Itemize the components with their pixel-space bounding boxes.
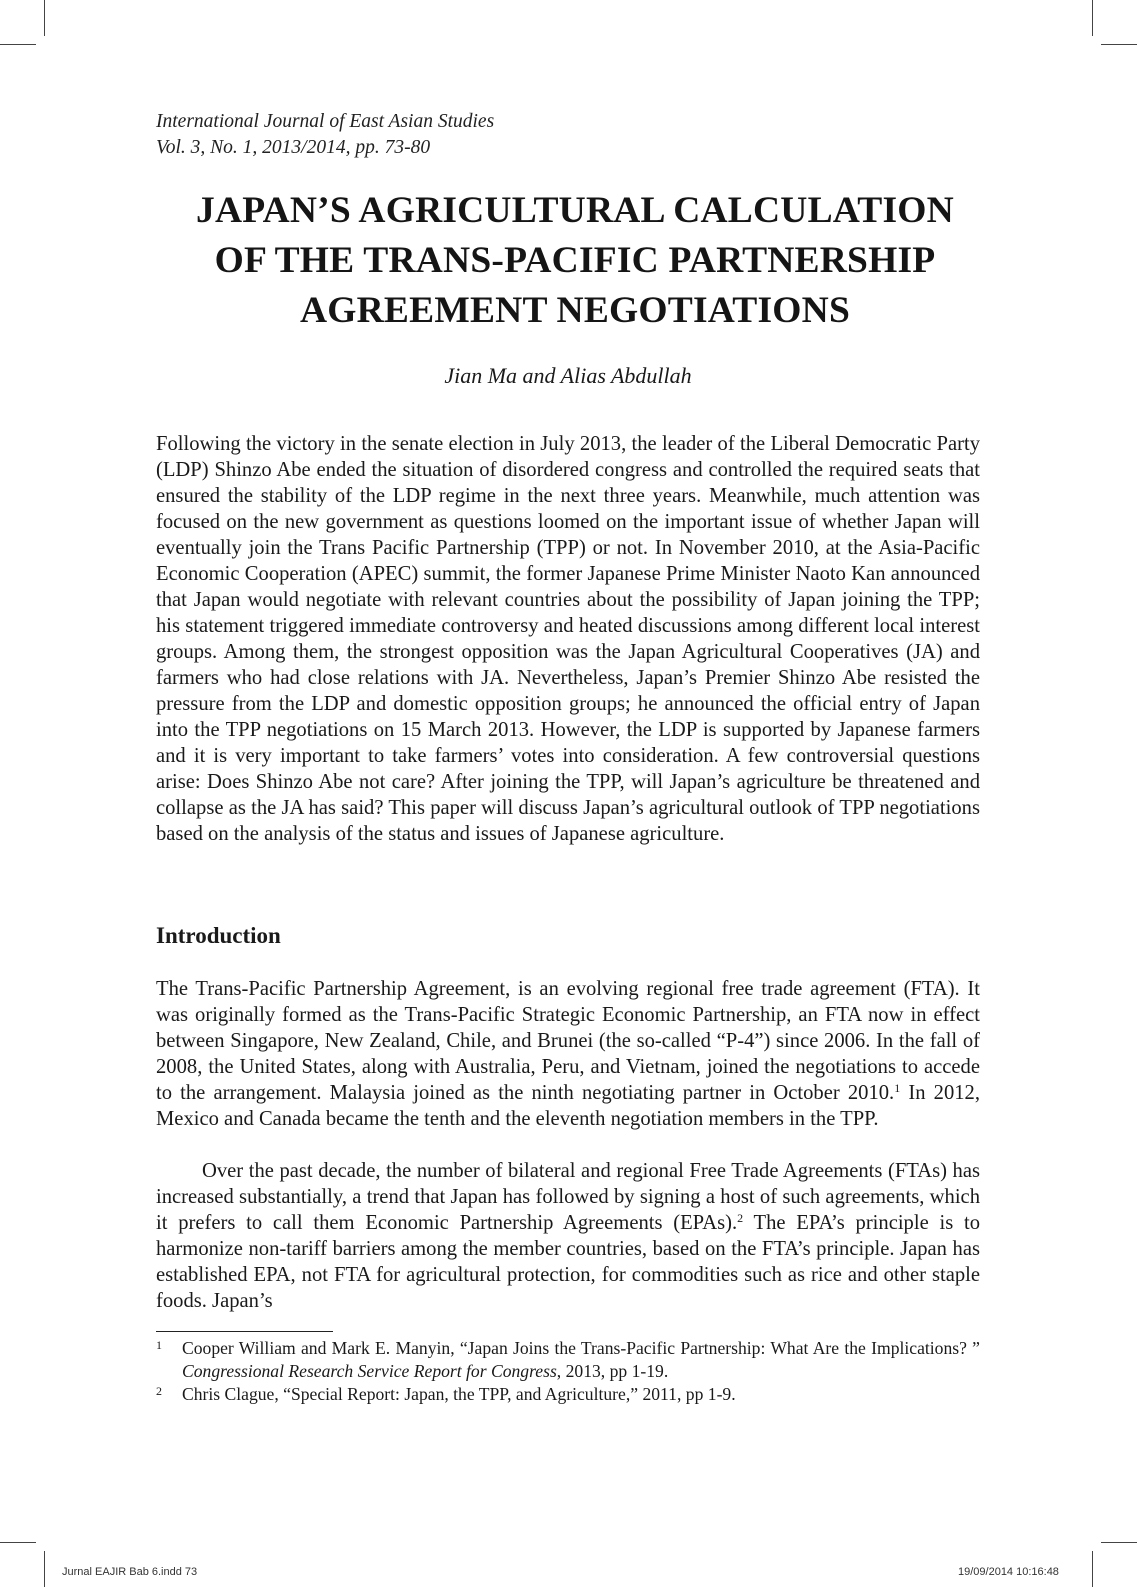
footnote-ref-1[interactable]: 1 [894,1081,901,1095]
crop-mark-bottom-right-vertical [1092,1551,1093,1587]
journal-header [156,109,756,161]
journal-issue: Vol. 3, No. 1, 2013/2014, pp. 73-80 [156,137,431,158]
footnote-number: 2 [156,1384,162,1398]
footnote-1 [156,1337,980,1383]
footnote-publication: Congressional Research Service Report for Congress [182,1361,557,1381]
intro-paragraph-1 [156,976,980,1132]
crop-mark-bottom-left-horizontal [0,1542,36,1543]
paragraph-text: The EPA’s principle is to harmonize non-tariff barriers among the member countries, based on the FTA’s principle. Japan has established EPA, not FTA for agricultural protection, for commodities such as rice and other staple foods. Japan’s [156,1212,980,1312]
abstract: Following the victory in the senate election in July 2013, the leader of the Liberal Democratic Party (LDP) Shinzo Abe ended the situation of disordered congress and controlled the required seats that ensured the stability of the LDP regime in the next three years. Meanwhile, much attention was focused on the new government as questions loomed on the important issue of whether Japan will eventually join the Trans Pacific Partnership (TPP) or not. In November 2010, at the Asia-Pacific Economic Cooperation (APEC) summit, the former Japanese Prime Minister Naoto Kan announced that Japan would negotiate with relevant countries about the possibility of Japan joining the TPP; his statement triggered immediate controversy and heated discussions among different local interest groups. Among them, the strongest opposition was the Japan Agricultural Cooperatives (JA) and farmers who had close relations with JA. Nevertheless, Japan’s Premier Shinzo Abe resisted the pressure from the LDP and domestic opposition groups; he announced the official entry of Japan into the TPP negotiations on 15 March 2013. However, the LDP is supported by Japanese farmers and it is very important to take farmers’ votes into consideration. A few controversial questions arise: Does Shinzo Abe not care? After joining the TPP, will Japan’s agriculture be threatened and collapse as the JA has said? This paper will discuss Japan’s agricultural outlook of TPP negotiations based on the analysis of the status and issues of Japanese agriculture. [156,433,980,845]
crop-mark-top-right-vertical [1092,0,1093,36]
paragraph-text: In 2012, Mexico and Canada became the tenth and the eleventh negotiation members in the TPP. [156,1082,980,1130]
title-line: AGREEMENT NEGOTIATIONS [300,290,850,331]
crop-mark-top-left-vertical [44,0,45,36]
print-slug-left: Jurnal EAJIR Bab 6.indd 73 [62,1566,198,1578]
footnote-text: Chris Clague, “Special Report: Japan, the TPP, and Agriculture,” 2011, pp 1-9. [182,1384,736,1404]
crop-mark-top-right-horizontal [1101,44,1137,45]
footnotes [156,1337,980,1406]
footnote-number: 1 [156,1338,162,1352]
footnote-ref-2[interactable]: 2 [737,1211,744,1225]
section-heading-introduction: Introduction [156,923,281,948]
intro-paragraph-2 [156,1158,980,1314]
crop-mark-bottom-left-vertical [44,1551,45,1587]
crop-mark-bottom-right-horizontal [1101,1542,1137,1543]
footnote-text: Cooper William and Mark E. Manyin, “Japan Joins the Trans-Pacific Partnership: What Are the Implications? ” [182,1338,980,1358]
paragraph-text: The Trans-Pacific Partnership Agreement, is an evolving regional free trade agreement (FTA). It was originally formed as the Trans-Pacific Strategic Economic Partnership, an FTA now in effect between Singapore, New Zealand, Chile, and Brunei (the so-called “P-4”) since 2006. In the fall of 2008, the United States, along with Australia, Peru, and Vietnam, joined the negotiations to accede to the arrangement. Malaysia joined as the ninth negotiating partner in October 2010. [156,978,980,1104]
paper-title [140,186,1010,336]
print-slug-right: 19/09/2014 10:16:48 [958,1566,1059,1578]
paragraph-text: Over the past decade, the number of bilateral and regional Free Trade Agreements (FTAs) has increased substantially, a trend that Japan has followed by signing a host of such agreements, which it prefers to call them Economic Partnership Agreements (EPAs). [156,1160,980,1234]
journal-name: International Journal of East Asian Studies [156,111,495,132]
title-line: JAPAN’S AGRICULTURAL CALCULATION [196,190,954,231]
authors: Jian Ma and Alias Abdullah [444,363,692,388]
footnote-text: , 2013, pp 1-19. [556,1361,669,1381]
footnote-separator [156,1331,333,1332]
footnote-2 [156,1383,980,1406]
crop-mark-top-left-horizontal [0,44,36,45]
title-line: OF THE TRANS-PACIFIC PARTNERSHIP [214,240,936,281]
